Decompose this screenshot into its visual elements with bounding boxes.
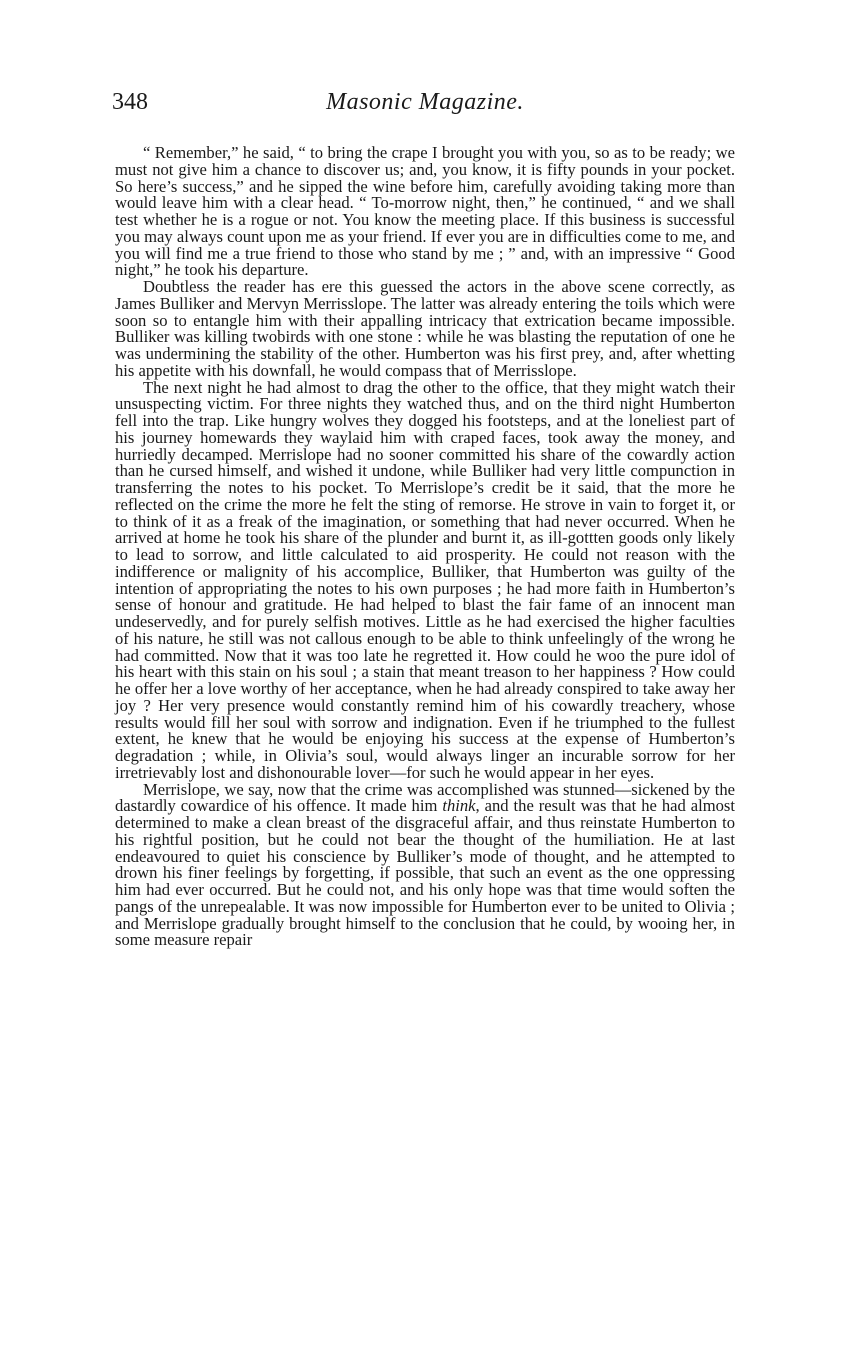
paragraph-text: “ Remember,” he said, “ to bring the crape I brought you with you, so as to be ready; we must not give him a chance to discover us; and, you know, it is fifty pounds in your pocket. So here’s success,” and he sipped the wine before him, carefully avoiding taking more than would leave him with a clear head. “ To-morrow night, then,” he continued, “ and we shall test whether he is a rogue or not. You know the meeting place. If this business is successful you may always count upon me as your friend. If ever you are in difficulties come to me, and you will find me a true friend to those who stand by me ; ” and, with an impressive “ Good night,” he took his departure. [115,143,735,280]
italic-word: think [442,796,476,816]
paragraph-3 [115,377,735,782]
article-body [115,145,735,949]
paragraph-text: Doubtless the reader has ere this guessed the actors in the above scene correctly, as James Bulliker and Mervyn Merrisslope. The latter was already entering the toils which were soon so to entangle him with their appalling intricacy that extrication became impossible. Bulliker was killing twobirds with one stone : while he was blasting the reputation of one he was undermining the stability of the other. Humberton was his first prey, and, after whetting his appetite with his downfall, he would compass that of Merrisslope. [115,277,735,380]
paragraph-text: The next night he had almost to drag the other to the office, that they might watch their unsuspecting victim. For three nights they watched thus, and on the third night Humberton fell into the trap. Like hungry wolves they dogged his footsteps, and at the loneliest part of his journey homewards they waylaid him with craped faces, took away the money, and hurriedly decamped. Merrislope had no sooner committed his share of the cowardly action than he cursed himself, and wished it undone, while Bulliker had very little compunction in transferring the notes to his pocket. To Merrislope’s credit be it said, that the more he reflected on the crime the more he felt the sting of remorse. He strove in vain to forget it, or to think of it as a freak of the imagination, or something that had never occurred. When he arrived at home he took his share of the plunder and burnt it, as ill-gottten goods only likely to lead to sorrow, and little calculated to aid prosperity. He could not reason with the indifference or malignity of his accomplice, Bulliker, that Humberton was guilty of the intention of appropriating the notes to his own purposes ; he had more faith in Humberton’s sense of honour and gratitude. He had helped to blast the fair fame of an innocent man undeservedly, and for purely selfish motives. Little as he had exercised the higher faculties of his nature, he still was not callous enough to be able to think unfeelingly of the wrong he had committed. Now that it was too late he regretted it. How could he woo the pure idol of his heart with this stain on his soul ; a stain that meant treason to her happiness ? How could he offer her a love worthy of her acceptance, when he had already conspired to take away her joy ? Her very presence would constantly remind him of his cowardly treachery, whose results would fill her soul with sorrow and indignation. Even if he triumphed to the fullest extent, he knew that he would be enjoying his success at the expense of Humberton’s degradation ; while, in Olivia’s soul, would always linger an incurable sorrow for her irretrievably lost and dishonourable lover—for such he would appear in her eyes. [115,377,735,782]
paragraph-text: , and the result was that he had almost determined to make a clean breast of the disgraceful affair, and thus reinstate Humberton to his rightful position, but he could not bear the thought of the humiliation. He at last endeavoured to quiet his conscience by Bulliker’s mode of thought, and he attempted to drown his finer feelings by forgetting, if possible, that such an event as the one oppressing him had ever occurred. But he could not, and his only hope was that time would soften the pangs of the unrepealable. It was now impossible for Humberton ever to be united to Olivia ; and Merrislope gradually brought himself to the conclusion that he could, by wooing her, in some measure repair [115,796,735,950]
paragraph-text: Merrislope, we say, now that the crime was accomplished was stunned—sickened by the dastardly cowardice of his offence. It made him [115,779,735,816]
paragraph-4 [115,779,735,950]
paragraph-2 [115,279,735,380]
running-title: Masonic Magazine. [326,89,524,115]
running-head [112,88,738,122]
page-number: 348 [112,89,148,115]
paragraph-1 [115,145,735,279]
